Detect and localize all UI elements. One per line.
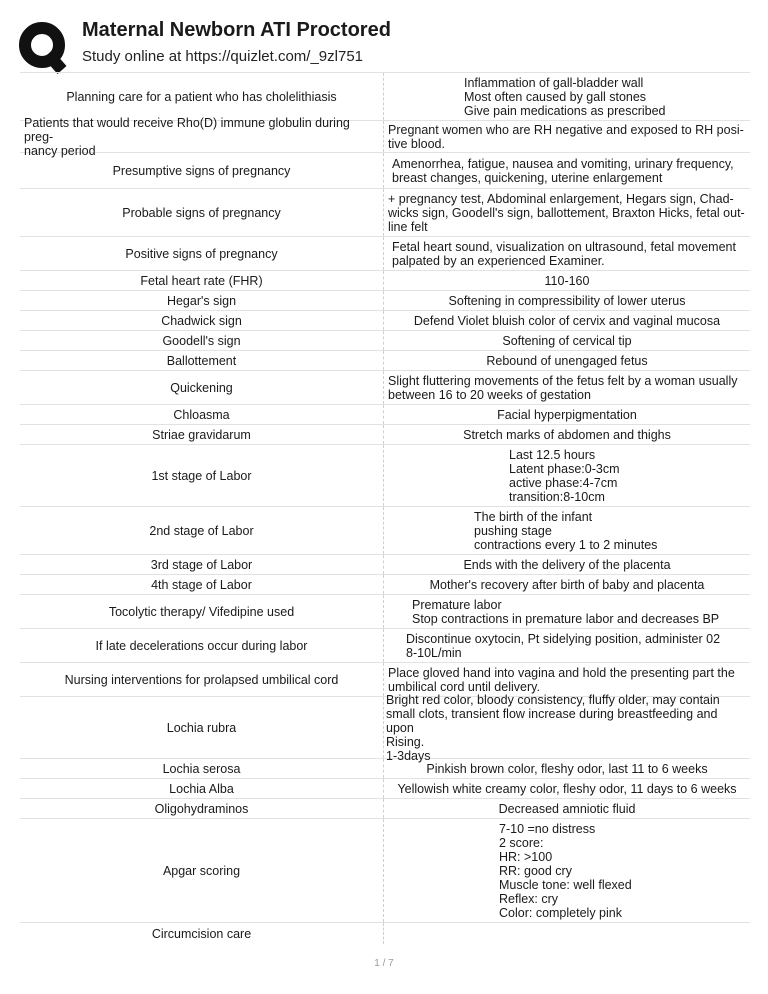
card-row [20,574,750,594]
card-row [20,628,750,662]
card-definition: Discontinue oxytocin, Pt sidelying position, administer 02 8-10L/min [406,631,721,660]
card-definition [384,923,750,944]
card-definition: Facial hyperpigmentation [497,407,637,422]
card-row [20,72,750,120]
card-row [20,290,750,310]
quizlet-logo-icon [18,20,70,74]
card-term: Quickening [20,371,384,404]
card-row [20,270,750,290]
card-row [20,662,750,696]
card-definition: Inflammation of gall-bladder wall Most often caused by gall stones Give pain medications as prescribed [464,75,666,118]
card-term: Oligohydraminos [20,799,384,818]
card-definition: Stretch marks of abdomen and thighs [463,427,671,442]
flashcard-list [20,72,750,944]
card-row [20,758,750,778]
card-term: Fetal heart rate (FHR) [20,271,384,290]
card-row [20,115,750,158]
card-row [20,236,750,270]
card-row [20,350,750,370]
card-term: Nursing interventions for prolapsed umbilical cord [20,663,384,696]
card-term: Lochia serosa [20,759,384,778]
card-definition: Fetal heart sound, visualization on ultrasound, fetal movement palpated by an experienced Examiner. [392,239,736,268]
card-term: Positive signs of pregnancy [20,237,384,270]
card-definition: Premature labor Stop contractions in premature labor and decreases BP [412,597,720,626]
card-row [20,404,750,424]
card-row [20,444,750,506]
card-definition: 110-160 [544,273,590,288]
document-title: Maternal Newborn ATI Proctored [82,19,391,41]
card-term: Ballottement [20,351,384,370]
card-row [20,554,750,574]
card-term: Circumcision care [20,923,384,944]
card-definition: Decreased amniotic fluid [498,801,636,816]
card-definition: Pregnant women who are RH negative and exposed to RH posi- tive blood. [388,122,744,151]
card-definition: Bright red color, bloody consistency, fluffy older, may contain small clots, transient flow increase during breastfeeding and upon Rising. 1-3days [386,692,720,763]
card-term: Lochia rubra [20,697,384,758]
card-definition: Softening in compressibility of lower uterus [448,293,686,308]
card-row [20,818,750,922]
card-definition: Defend Violet bluish color of cervix and vaginal mucosa [413,313,721,328]
card-term: 4th stage of Labor [20,575,384,594]
card-row [20,424,750,444]
card-definition: Softening of cervical tip [502,333,632,348]
card-definition: Last 12.5 hours Latent phase:0-3cm active phase:4-7cm transition:8-10cm [509,447,620,504]
card-row [20,152,750,188]
card-row [20,310,750,330]
card-definition: Ends with the delivery of the placenta [463,557,671,572]
page-indicator: 1 / 7 [374,958,394,969]
card-term: Planning care for a patient who has cholelithiasis [20,73,384,120]
card-term: Presumptive signs of pregnancy [20,153,384,188]
card-row [20,798,750,818]
card-term: Patients that would receive Rho(D) immune globulin during preg- nancy period [20,121,384,152]
card-definition: 7-10 =no distress 2 score: HR: >100 RR: good cry Muscle tone: well flexed Reflex: cry Color: completely pink [499,821,632,920]
card-term: Goodell's sign [20,331,384,350]
card-term: Tocolytic therapy/ Vifedipine used [20,595,384,628]
card-term: If late decelerations occur during labor [20,629,384,662]
card-definition: Pinkish brown color, fleshy odor, last 11 to 6 weeks [426,761,708,776]
card-definition: Place gloved hand into vagina and hold the presenting part the umbilical cord until delivery. [388,665,735,694]
card-definition: Amenorrhea, fatigue, nausea and vomiting, urinary frequency, breast changes, quickening, uterine enlargement [392,156,734,185]
card-row [20,188,750,236]
card-definition: Rebound of unengaged fetus [486,353,648,368]
card-row [20,370,750,404]
document-subtitle: Study online at https://quizlet.com/_9zl751 [82,48,364,65]
card-row [20,594,750,628]
card-row [20,330,750,350]
card-row [20,692,750,763]
document-header [18,16,758,72]
card-term: Chadwick sign [20,311,384,330]
card-term: 1st stage of Labor [20,445,384,506]
card-term: 3rd stage of Labor [20,555,384,574]
card-definition: Slight fluttering movements of the fetus felt by a woman usually between 16 to 20 weeks of gestation [388,373,738,402]
card-term: Striae gravidarum [20,425,384,444]
card-definition: + pregnancy test, Abdominal enlargement, Hegars sign, Chad- wicks sign, Goodell's sign, ballottement, Braxton Hicks, fetal out- line felt [388,191,745,234]
card-term: Chloasma [20,405,384,424]
card-definition: Mother's recovery after birth of baby and placenta [429,577,705,592]
card-row [20,506,750,554]
card-term: Hegar's sign [20,291,384,310]
card-term: 2nd stage of Labor [20,507,384,554]
card-definition: Yellowish white creamy color, fleshy odor, 11 days to 6 weeks [397,781,737,796]
card-row [20,922,750,944]
card-term: Lochia Alba [20,779,384,798]
card-definition: The birth of the infant pushing stage contractions every 1 to 2 minutes [474,509,658,552]
card-row [20,778,750,798]
card-term: Apgar scoring [20,819,384,922]
card-term: Probable signs of pregnancy [20,189,384,236]
